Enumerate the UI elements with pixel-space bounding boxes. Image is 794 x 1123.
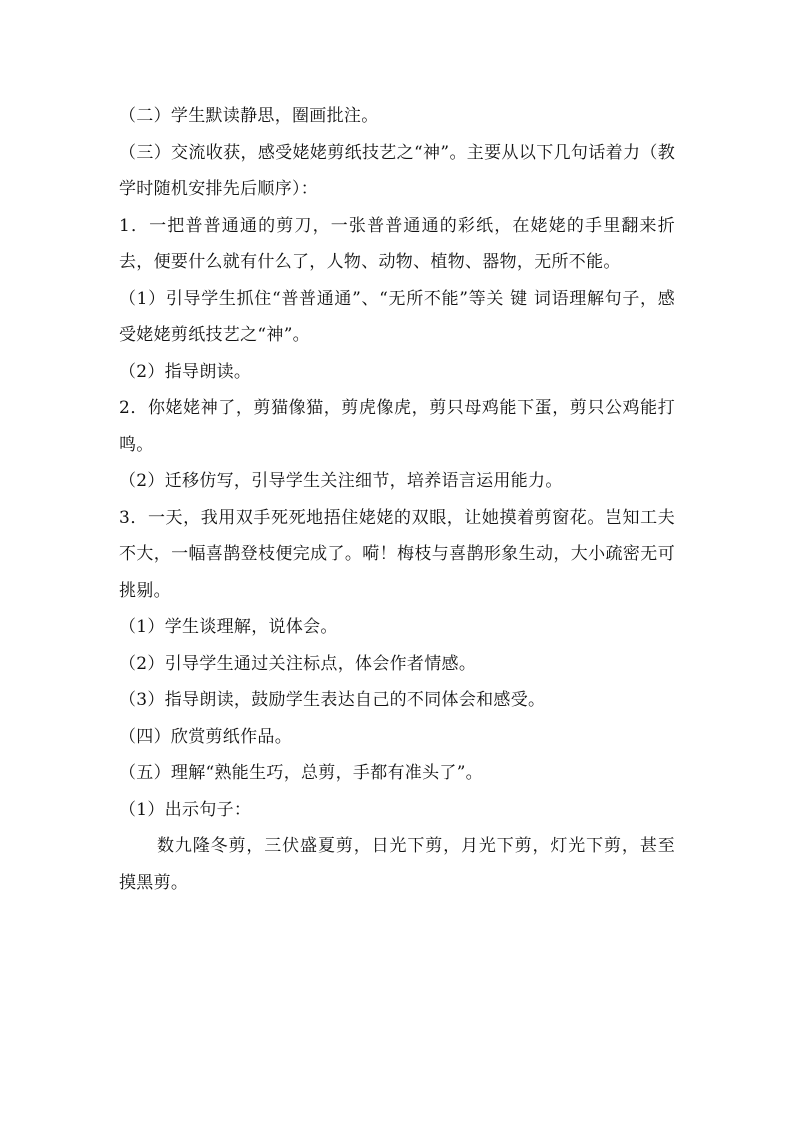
paragraph-sentence-3: 3．一天，我用双手死死地捂住姥姥的双眼，让她摸着剪窗花。岂知工夫不大，一幅喜鹊登枝便完成了。嗬！梅枝与喜鹊形象生动，大小疏密无可挑剔。 <box>119 507 675 601</box>
paragraph-sentence-2: 2．你姥姥神了，剪猫像猫，剪虎像虎，剪只母鸡能下蛋，剪只公鸡能打鸣。 <box>119 398 675 455</box>
paragraph-sentence-1-task-2: （2）指导朗读。 <box>119 361 252 382</box>
paragraph-quoted-sentence: 数九隆冬剪，三伏盛夏剪，日光下剪，月光下剪，灯光下剪，甚至摸黑剪。 <box>119 836 675 893</box>
paragraph-step-4: （四）欣赏剪纸作品。 <box>119 726 292 747</box>
paragraph-sentence-3-task-3: （3）指导朗读，鼓励学生表达自己的不同体会和感受。 <box>119 690 546 710</box>
paragraph-sentence-1-task-1: （1）引导学生抓住“普普通通”、“无所不能”等关 键 词语理解句子，感受姥姥剪纸技艺之“神”。 <box>119 288 675 345</box>
paragraph-sentence-1: 1．一把普普通通的剪刀，一张普普通通的彩纸，在姥姥的手里翻来折去，便要什么就有什么了，人物、动物、植物、器物，无所不能。 <box>119 215 675 272</box>
paragraph-step-5: （五）理解“熟能生巧，总剪，手都有准头了”。 <box>119 763 483 783</box>
document-body <box>119 98 675 901</box>
paragraph-step-2: （二）学生默读静思，圈画批注。 <box>119 106 379 126</box>
paragraph-sentence-2-task-2: （2）迁移仿写，引导学生关注细节，培养语言运用能力。 <box>119 471 563 491</box>
paragraph-step-5-task-1: （1）出示句子： <box>119 799 252 820</box>
paragraph-sentence-3-task-2: （2）引导学生通过关注标点，体会作者情感。 <box>119 653 477 674</box>
paragraph-step-3: （三）交流收获，感受姥姥剪纸技艺之“神”。主要从以下几句话着力（教学时随机安排先后顺序）： <box>119 142 675 199</box>
paragraph-sentence-3-task-1: （1）学生谈理解，说体会。 <box>119 617 338 637</box>
